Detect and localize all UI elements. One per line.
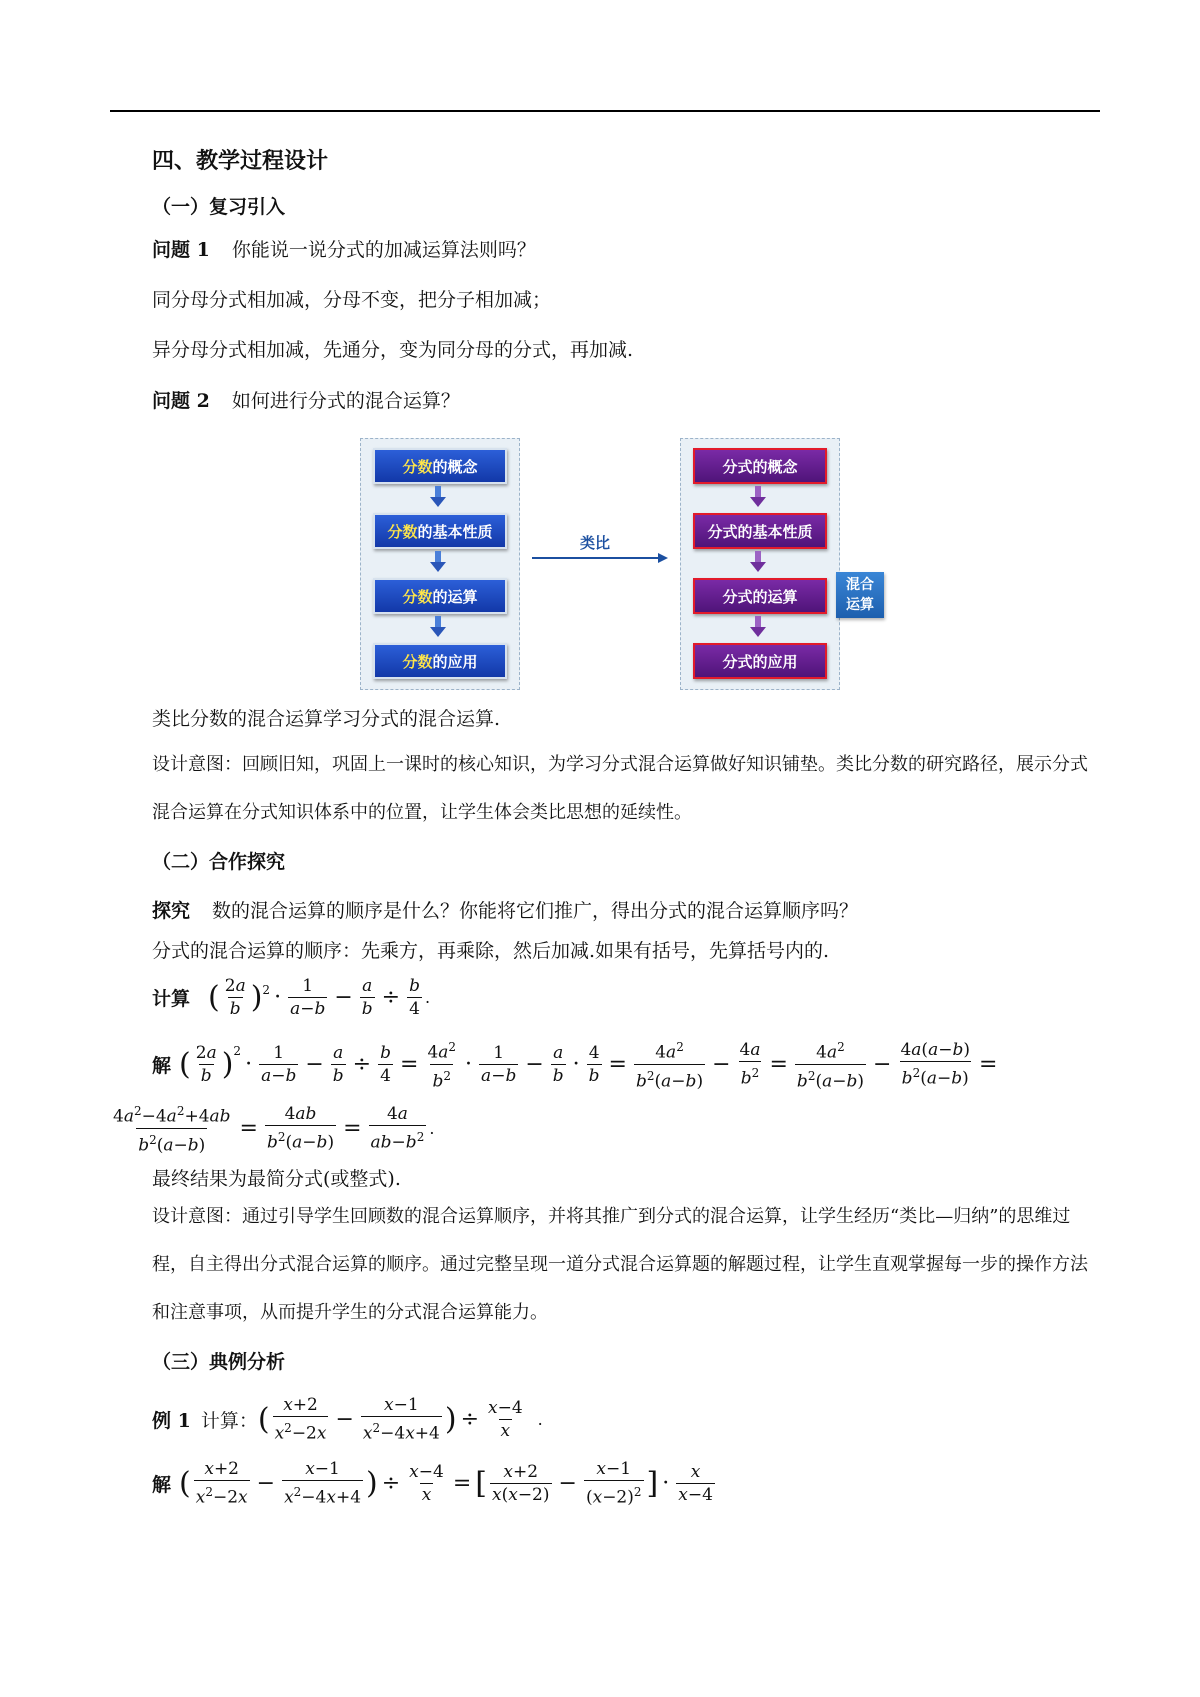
example-1-solution: 解 ( $\frac{x+2}{x^2-2x}$ − $\frac{x-1}{x^2-4x+4}$ ) ÷ $\frac{x-4}{x}$ = [ $\frac{x+2}{x(x-2)}$ − $\frac{x-1}{(x-2)^2}$ ] · $\frac{x}{x-4}$	[152, 1459, 713, 1508]
analogy-label: 类比	[580, 534, 611, 552]
heading-review: （一）复习引入	[152, 196, 286, 218]
heading-examples: （三）典例分析	[152, 1351, 286, 1373]
box-number-operation: 分数 的运算	[373, 578, 507, 614]
operation-order: 分式的混合运算的顺序：先乘方，再乘除，然后加减.如果有括号，先算括号内的.	[152, 940, 830, 962]
example-1-label: 例 1	[152, 1409, 191, 1432]
algebraic-fraction-flow	[680, 438, 840, 690]
box-fraction-application: 分式的应用	[693, 643, 827, 679]
question-1-text: 你能说一说分式的加减运算法则吗？	[231, 239, 536, 261]
question-2-label: 问题 2	[152, 390, 210, 412]
calc-expression: 计算 ( $\frac{2a}{b}$ ) $^2$ · $\frac{1}{a-b}$ − $\frac{a}{b}$ ÷ $\frac{b}{4}$ .	[152, 976, 431, 1019]
heading-explore: （二）合作探究	[152, 851, 286, 873]
down-arrow-icon	[433, 551, 443, 573]
header-rule	[110, 110, 1100, 112]
box-fraction-concept: 分式的概念	[693, 448, 827, 484]
solve-label: 解	[152, 1054, 172, 1077]
mixed-operation-badge: 混合 运算	[836, 572, 884, 618]
solution-line-2: $\frac{4a^2-4a^2+4ab}{b^2(a-b)}$ = $\frac{4ab}{b^2(a-b)}$ = $\frac{4a}{ab-b^2}$ .	[113, 1103, 435, 1156]
design-intent-2: 设计意图：通过引导学生回顾数的混合运算顺序，并将其推广到分式的混合运算，让学生经历“类比—归纳”的思维过程，自主得出分式混合运算的顺序。通过完整呈现一道分式混合运算题的解题过程，让学生直观掌握每一步的操作方法和注意事项，从而提升学生的分式混合运算能力。	[152, 1206, 1088, 1323]
rule-different-denominator: 异分母分式相加减，先通分，变为同分母的分式，再加减.	[152, 339, 634, 361]
explore-label: 探究	[152, 900, 191, 922]
down-arrow-icon	[753, 551, 763, 573]
box-number-concept: 分数 的概念	[373, 448, 507, 484]
calc-label: 计算	[152, 988, 191, 1010]
rule-same-denominator: 同分母分式相加减，分母不变，把分子相加减；	[152, 289, 552, 311]
explore-question	[152, 898, 858, 924]
question-1	[152, 237, 536, 263]
explore-text: 数的混合运算的顺序是什么？你能将它们推广，得出分式的混合运算顺序吗？	[212, 900, 859, 922]
box-number-application: 分数 的应用	[373, 643, 507, 679]
box-number-property: 分数 的基本性质	[373, 513, 507, 549]
box-fraction-operation: 分式的运算	[693, 578, 827, 614]
box-fraction-property: 分式的基本性质	[693, 513, 827, 549]
section-title: 四、教学过程设计	[152, 148, 329, 174]
example-1: 例 1 计算： ( $\frac{x+2}{x^2-2x}$ − $\frac{x-1}{x^2-4x+4}$ ) ÷ $\frac{x-4}{x}$ .	[152, 1395, 543, 1444]
down-arrow-icon	[433, 616, 443, 638]
question-2-text: 如何进行分式的混合运算？	[231, 390, 460, 412]
example-1-prefix: 计算：	[200, 1409, 258, 1432]
question-1-label: 问题 1	[152, 239, 210, 261]
down-arrow-icon	[753, 616, 763, 638]
example-1-solve-label: 解	[152, 1473, 172, 1496]
right-arrow-icon	[530, 548, 670, 568]
down-arrow-icon	[433, 486, 443, 508]
conclusion: 最终结果为最简分式(或整式).	[152, 1168, 401, 1190]
analogy-note: 类比分数的混合运算学习分式的混合运算.	[152, 708, 501, 730]
question-2	[152, 388, 460, 414]
down-arrow-icon	[753, 486, 763, 508]
fraction-number-flow	[360, 438, 520, 690]
design-intent-1: 设计意图：回顾旧知，巩固上一课时的核心知识，为学习分式混合运算做好知识铺垫。类比分数的研究路径，展示分式混合运算在分式知识体系中的位置，让学生体会类比思想的延续性。	[152, 754, 1088, 823]
solution-line-1: 解 ( $\frac{2a}{b}$ ) $^2$ · $\frac{1}{a-b}$ − $\frac{a}{b}$ ÷ $\frac{b}{4}$ = $\frac{4a^2}{b^2}$ · $\frac{1}{a-b}$ − $\frac{a}{b}$ · $\frac{4}{b}$ = $\frac{4a^2}{b^2(a-b)}$ − $\frac{4a}{b^2}$ = $\frac{4a^2}{b^2(a-b)}$ − $\frac{4a(a-b)}{b^2(a-b)}$ =	[152, 1039, 998, 1092]
